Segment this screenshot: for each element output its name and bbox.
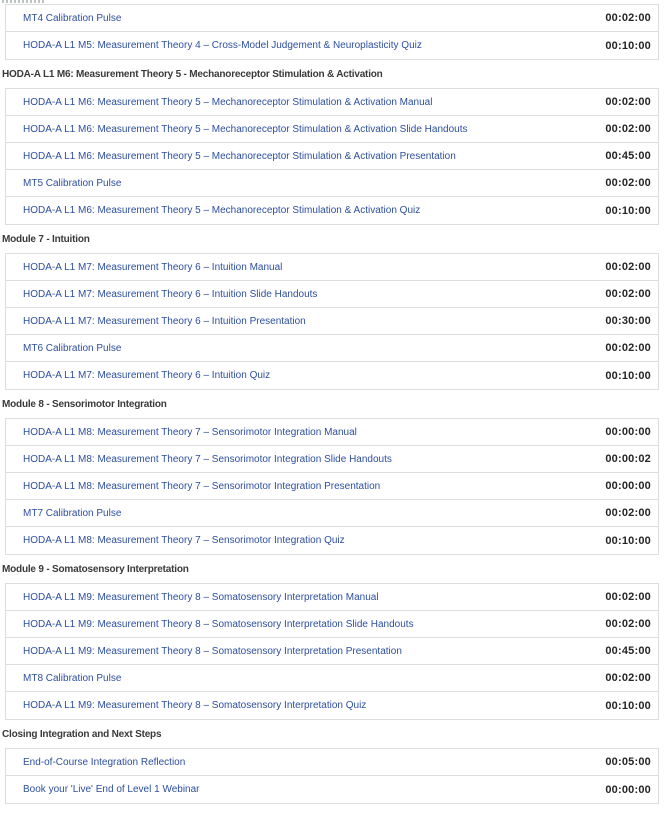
section-header: Module 7 - Intuition (2, 233, 90, 245)
lesson-table (5, 88, 659, 225)
lesson-row[interactable] (6, 473, 658, 500)
lesson-row[interactable] (6, 584, 658, 611)
lesson-title: HODA-A L1 M6: Measurement Theory 5 – Mechanoreceptor Stimulation & Activation Manual (23, 96, 433, 108)
lesson-title: HODA-A L1 M7: Measurement Theory 6 – Intuition Presentation (23, 315, 306, 327)
lesson-duration: 00:10:00 (605, 39, 651, 52)
lesson-duration: 00:02:00 (605, 591, 651, 603)
lesson-duration: 00:02:00 (605, 507, 651, 519)
lesson-row[interactable] (6, 281, 658, 308)
lesson-row[interactable] (6, 254, 658, 281)
lesson-row[interactable] (6, 692, 658, 719)
lesson-title: HODA-A L1 M8: Measurement Theory 7 – Sensorimotor Integration Quiz (23, 535, 345, 546)
lesson-title: End-of-Course Integration Reflection (23, 756, 186, 768)
lesson-row[interactable] (6, 116, 658, 143)
lesson-duration: 00:10:00 (605, 534, 651, 547)
lesson-title: HODA-A L1 M8: Measurement Theory 7 – Sensorimotor Integration Presentation (23, 480, 381, 492)
section-header: Module 9 - Somatosensory Interpretation (2, 563, 189, 575)
lesson-row[interactable] (6, 362, 658, 389)
lesson-duration: 00:02:00 (605, 123, 651, 135)
lesson-duration: 00:02:00 (605, 672, 651, 684)
lesson-duration: 00:02:00 (605, 342, 651, 354)
lesson-row[interactable] (6, 419, 658, 446)
lesson-duration: 00:10:00 (605, 369, 651, 382)
lesson-duration: 00:30:00 (605, 315, 651, 327)
lesson-title: HODA-A L1 M6: Measurement Theory 5 – Mechanoreceptor Stimulation & Activation Slide Handouts (23, 123, 468, 135)
lesson-row[interactable] (6, 500, 658, 527)
lesson-table (5, 583, 659, 720)
lesson-title: HODA-A L1 M7: Measurement Theory 6 – Intuition Slide Handouts (23, 288, 318, 300)
lesson-row[interactable] (6, 749, 658, 776)
lesson-table (5, 4, 659, 60)
lesson-duration: 00:02:00 (605, 177, 651, 189)
lesson-row[interactable] (6, 197, 658, 224)
lesson-duration: 00:02:00 (605, 288, 651, 300)
lesson-title: HODA-A L1 M8: Measurement Theory 7 – Sensorimotor Integration Slide Handouts (23, 453, 392, 465)
lesson-row[interactable] (6, 143, 658, 170)
lesson-title: MT6 Calibration Pulse (23, 342, 122, 354)
lesson-row[interactable] (6, 170, 658, 197)
lesson-duration: 00:45:00 (605, 645, 651, 657)
section-header: Closing Integration and Next Steps (2, 728, 162, 740)
lesson-row[interactable] (6, 335, 658, 362)
lesson-title: Book your 'Live' End of Level 1 Webinar (23, 784, 200, 795)
lesson-table (5, 253, 659, 390)
lesson-row[interactable] (6, 638, 658, 665)
lesson-title: HODA-A L1 M6: Measurement Theory 5 – Mechanoreceptor Stimulation & Activation Presentation (23, 150, 456, 162)
lesson-title: HODA-A L1 M9: Measurement Theory 8 – Somatosensory Interpretation Quiz (23, 700, 367, 711)
lesson-title: HODA-A L1 M9: Measurement Theory 8 – Somatosensory Interpretation Presentation (23, 645, 402, 657)
lesson-title: HODA-A L1 M7: Measurement Theory 6 – Intuition Quiz (23, 370, 271, 381)
lesson-duration: 00:02:00 (605, 618, 651, 630)
lesson-duration: 00:10:00 (605, 699, 651, 712)
section-header: Module 8 - Sensorimotor Integration (2, 398, 167, 410)
lesson-row[interactable] (6, 89, 658, 116)
lesson-duration: 00:05:00 (605, 756, 651, 768)
lesson-row[interactable] (6, 776, 658, 803)
lesson-duration: 00:10:00 (605, 204, 651, 217)
lesson-title: HODA-A L1 M6: Measurement Theory 5 – Mechanoreceptor Stimulation & Activation Quiz (23, 205, 421, 216)
lesson-title: HODA-A L1 M7: Measurement Theory 6 – Intuition Manual (23, 261, 283, 273)
lesson-duration: 00:02:00 (605, 261, 651, 273)
lesson-duration: 00:02:00 (605, 96, 651, 108)
lesson-duration: 00:02:00 (605, 12, 651, 24)
lesson-row[interactable] (6, 32, 658, 59)
lesson-row[interactable] (6, 5, 658, 32)
lesson-duration: 00:00:00 (605, 426, 651, 438)
lesson-title: MT4 Calibration Pulse (23, 12, 122, 24)
lesson-title: HODA-A L1 M9: Measurement Theory 8 – Somatosensory Interpretation Manual (23, 591, 379, 603)
lesson-title: HODA-A L1 M5: Measurement Theory 4 – Cross-Model Judgement & Neuroplasticity Quiz (23, 40, 422, 51)
lesson-duration: 00:45:00 (605, 150, 651, 162)
lesson-title: HODA-A L1 M8: Measurement Theory 7 – Sensorimotor Integration Manual (23, 426, 357, 438)
section-header: HODA-A L1 M6: Measurement Theory 5 - Mechanoreceptor Stimulation & Activation (2, 68, 383, 80)
lesson-duration: 00:00:00 (605, 480, 651, 492)
lesson-title: MT7 Calibration Pulse (23, 507, 122, 519)
lesson-table (5, 748, 659, 804)
lesson-row[interactable] (6, 446, 658, 473)
lesson-row[interactable] (6, 611, 658, 638)
clipped-text-fragment (2, 0, 44, 3)
lesson-title: HODA-A L1 M9: Measurement Theory 8 – Somatosensory Interpretation Slide Handouts (23, 618, 414, 630)
lesson-row[interactable] (6, 527, 658, 554)
lesson-duration: 00:00:00 (605, 783, 651, 796)
lesson-row[interactable] (6, 665, 658, 692)
lesson-table (5, 418, 659, 555)
lesson-duration: 00:00:02 (605, 453, 651, 465)
lesson-title: MT8 Calibration Pulse (23, 672, 122, 684)
lesson-title: MT5 Calibration Pulse (23, 177, 122, 189)
lesson-row[interactable] (6, 308, 658, 335)
